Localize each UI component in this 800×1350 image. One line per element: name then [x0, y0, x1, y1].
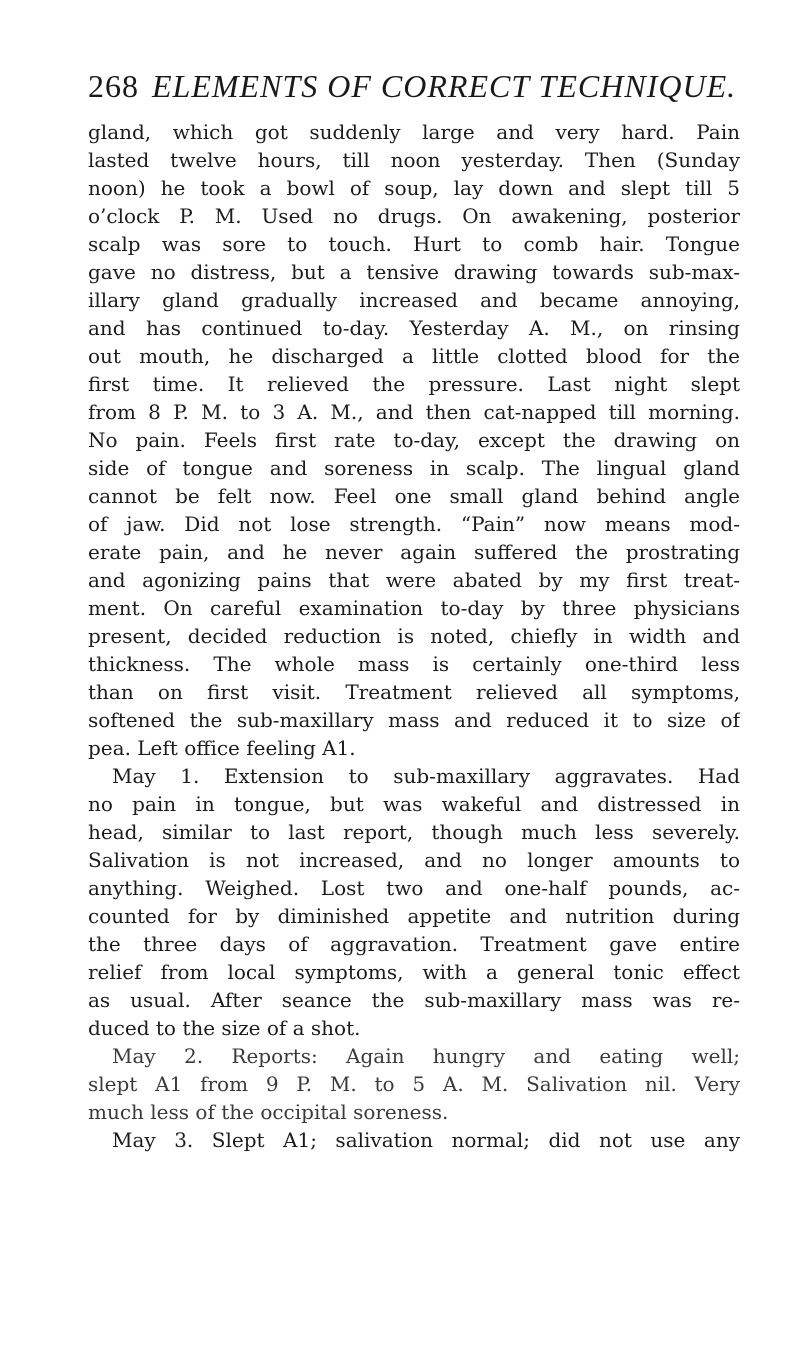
text-line: and agonizing pains that were abated by my first treat- — [88, 568, 740, 592]
text-line: May 1. Extension to sub-maxillary aggravates. Had — [112, 764, 740, 788]
text-line: slept A1 from 9 P. M. to 5 A. M. Salivation nil. Very — [88, 1072, 740, 1096]
text-line: present, decided reduction is noted, chiefly in width and — [88, 624, 740, 648]
text-line: pea. Left office feeling A1. — [88, 736, 356, 760]
text-line: ment. On careful examination to-day by three physicians — [88, 596, 740, 620]
paragraph — [88, 762, 740, 1042]
text-line: o’clock P. M. Used no drugs. On awakening, posterior — [88, 204, 740, 228]
text-line: much less of the occipital soreness. — [88, 1100, 449, 1124]
text-line: duced to the size of a shot. — [88, 1016, 361, 1040]
text-line: relief from local symptoms, with a general tonic effect — [88, 960, 740, 984]
text-line: anything. Weighed. Lost two and one-half pounds, ac- — [88, 876, 740, 900]
page-number: 268 — [88, 68, 139, 104]
body-text — [88, 118, 740, 1154]
text-line: softened the sub-maxillary mass and reduced it to size of — [88, 708, 740, 732]
paragraph — [88, 1042, 740, 1126]
text-line: first time. It relieved the pressure. Last night slept — [88, 372, 740, 396]
running-title: ELEMENTS OF CORRECT TECHNIQUE. — [152, 68, 737, 104]
text-line: No pain. Feels first rate to-day, except the drawing on — [88, 428, 740, 452]
text-line: scalp was sore to touch. Hurt to comb hair. Tongue — [88, 232, 740, 256]
text-line: side of tongue and soreness in scalp. The lingual gland — [88, 456, 740, 480]
text-line: Salivation is not increased, and no longer amounts to — [88, 848, 740, 872]
text-line: as usual. After seance the sub-maxillary mass was re- — [88, 988, 740, 1012]
text-line: May 3. Slept A1; salivation normal; did not use any — [112, 1128, 740, 1152]
text-line: May 2. Reports: Again hungry and eating well; — [112, 1044, 740, 1068]
text-line: lasted twelve hours, till noon yesterday. Then (Sunday — [88, 148, 740, 172]
text-line: the three days of aggravation. Treatment gave entire — [88, 932, 740, 956]
paragraph — [88, 1126, 740, 1154]
text-line: thickness. The whole mass is certainly one-third less — [88, 652, 740, 676]
paragraph — [88, 118, 740, 762]
text-line: than on first visit. Treatment relieved all symptoms, — [88, 680, 740, 704]
text-line: head, similar to last report, though much less severely. — [88, 820, 740, 844]
text-line: noon) he took a bowl of soup, lay down and slept till 5 — [88, 176, 740, 200]
text-line: cannot be felt now. Feel one small gland behind angle — [88, 484, 740, 508]
text-line: out mouth, he discharged a little clotted blood for the — [88, 344, 740, 368]
text-line: counted for by diminished appetite and nutrition during — [88, 904, 740, 928]
running-head — [88, 68, 736, 104]
text-line: erate pain, and he never again suffered the prostrating — [88, 540, 740, 564]
text-line: illary gland gradually increased and became annoying, — [88, 288, 740, 312]
text-line: and has continued to-day. Yesterday A. M., on rinsing — [88, 316, 740, 340]
text-line: no pain in tongue, but was wakeful and distressed in — [88, 792, 740, 816]
text-line: from 8 P. M. to 3 A. M., and then cat-napped till morning. — [88, 400, 740, 424]
text-line: gave no distress, but a tensive drawing towards sub-max- — [88, 260, 740, 284]
text-line: of jaw. Did not lose strength. “Pain” now means mod- — [88, 512, 740, 536]
text-line: gland, which got suddenly large and very hard. Pain — [88, 120, 740, 144]
